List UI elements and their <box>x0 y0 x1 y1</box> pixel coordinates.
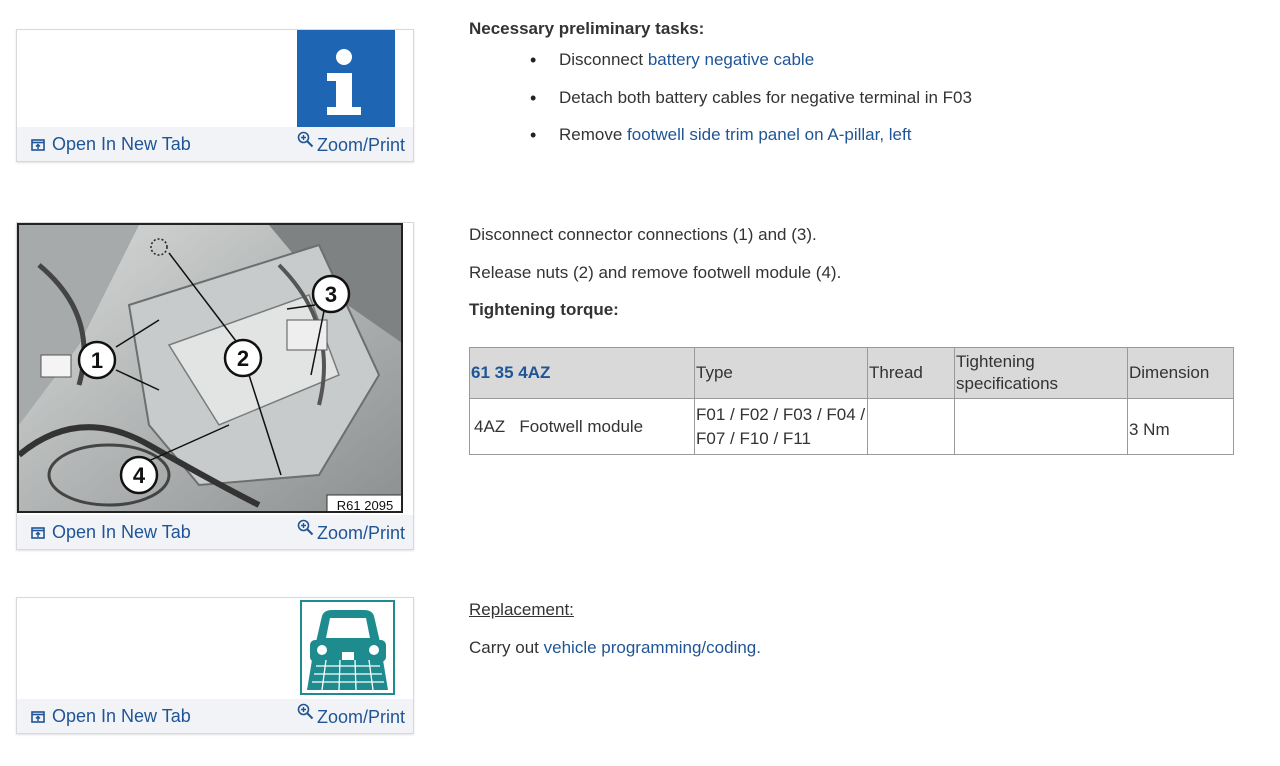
cell-part: 4AZ Footwell module <box>470 399 695 455</box>
svg-text:3: 3 <box>324 282 338 307</box>
image-area <box>17 223 413 515</box>
callout-2 <box>225 340 261 376</box>
callout-1 <box>79 342 115 378</box>
instruction-line-2: Release nuts (2) and remove footwell module (4). <box>469 263 842 282</box>
cell-type: F01 / F02 / F03 / F04 / F07 / F10 / F11 <box>695 399 868 455</box>
tightening-torque-heading: Tightening torque: <box>469 300 619 319</box>
footwell-module-photo[interactable] <box>17 223 403 513</box>
preliminary-tasks-heading: Necessary preliminary tasks: <box>469 19 705 38</box>
replacement-instruction: Carry out vehicle programming/coding. <box>469 638 761 657</box>
list-item: • Disconnect battery negative cable <box>530 48 972 86</box>
cell-thread <box>868 399 955 455</box>
image-area <box>17 598 413 699</box>
col-header-thread: Thread <box>868 348 955 399</box>
col-header-type: Type <box>695 348 868 399</box>
zoom-print-label: Zoom/Print <box>316 135 405 155</box>
image-label: R61 2095 <box>336 498 394 513</box>
vehicle-programming-icon[interactable] <box>300 600 395 695</box>
zoom-print-label: Zoom/Print <box>316 523 405 543</box>
zoom-print-link[interactable] <box>297 703 405 728</box>
cell-specs <box>955 399 1128 455</box>
zoom-print-label: Zoom/Print <box>316 707 405 727</box>
col-header-dimension: Dimension <box>1128 348 1234 399</box>
image-area <box>17 30 413 127</box>
zoom-icon <box>297 703 314 720</box>
open-in-new-tab-link[interactable] <box>31 134 191 155</box>
programming-image-card <box>16 597 414 734</box>
callout-3 <box>313 276 349 312</box>
svg-text:4: 4 <box>132 463 146 488</box>
info-image-card <box>16 29 414 162</box>
new-tab-icon <box>31 139 45 151</box>
list-item: • Detach both battery cables for negative terminal in F03 <box>530 86 972 124</box>
callout-4 <box>121 457 157 493</box>
cell-dimension: 3 Nm <box>1128 399 1234 455</box>
col-header-part <box>470 348 695 399</box>
image-card-footer <box>17 515 413 549</box>
zoom-print-link[interactable] <box>297 131 405 156</box>
open-tab-label: Open In New Tab <box>52 522 191 542</box>
zoom-icon <box>297 519 314 536</box>
preliminary-tasks-list <box>530 48 972 161</box>
new-tab-icon <box>31 527 45 539</box>
part-number-link[interactable]: 61 35 4AZ <box>471 363 551 382</box>
new-tab-icon <box>31 711 45 723</box>
photo-image-card <box>16 222 414 550</box>
table-header-row <box>470 348 1234 399</box>
image-card-footer <box>17 699 413 733</box>
zoom-print-link[interactable] <box>297 519 405 544</box>
info-icon[interactable] <box>297 30 395 127</box>
replacement-heading: Replacement: <box>469 600 574 619</box>
open-in-new-tab-link[interactable] <box>31 706 191 727</box>
open-tab-label: Open In New Tab <box>52 134 191 154</box>
col-header-specs: Tightening specifications <box>955 348 1128 399</box>
table-row <box>470 399 1234 455</box>
svg-text:1: 1 <box>90 348 104 373</box>
image-card-footer <box>17 127 413 161</box>
svg-text:2: 2 <box>236 346 250 371</box>
list-item: • Remove footwell side trim panel on A-pillar, left <box>530 123 972 161</box>
footwell-trim-panel-link[interactable]: footwell side trim panel on A-pillar, left <box>627 125 912 144</box>
open-tab-label: Open In New Tab <box>52 706 191 726</box>
open-in-new-tab-link[interactable] <box>31 522 191 543</box>
torque-table <box>469 347 1234 455</box>
battery-negative-cable-link[interactable]: battery negative cable <box>647 50 815 69</box>
instruction-line-1: Disconnect connector connections (1) and (3). <box>469 225 817 244</box>
zoom-icon <box>297 131 314 148</box>
vehicle-programming-link[interactable]: vehicle programming/coding <box>543 638 757 657</box>
